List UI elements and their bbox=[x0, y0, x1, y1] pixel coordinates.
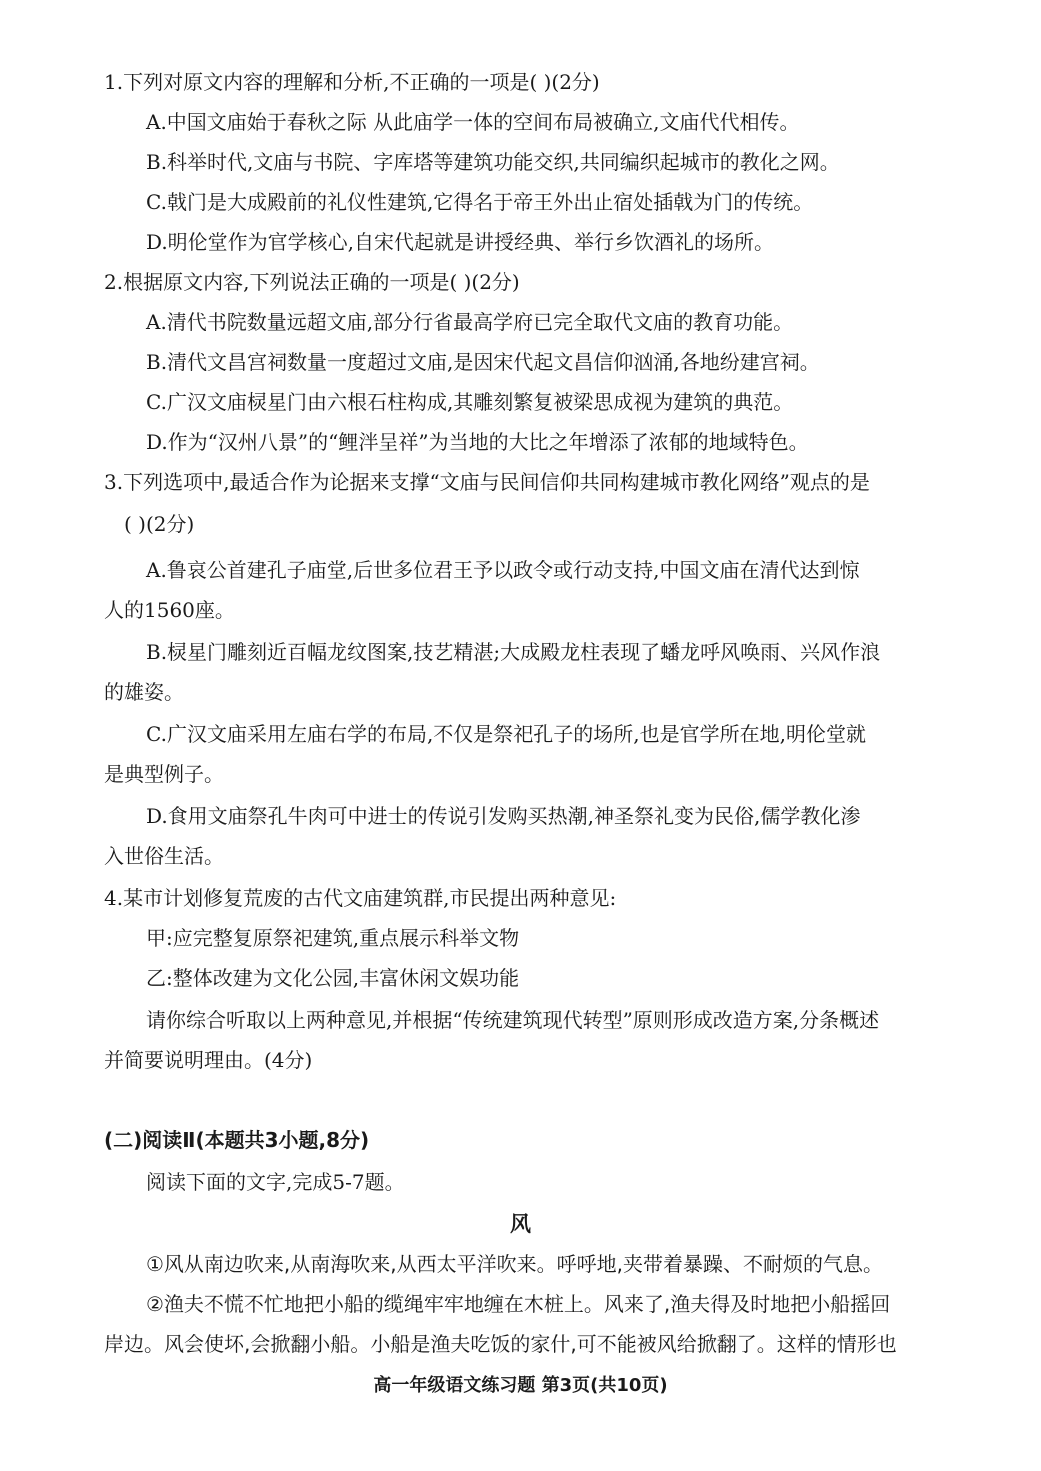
q3-option-c: C.广汉文庙采用左庙右学的布局,不仅是祭祀孔子的场所,也是官学所在地,明伦堂就 bbox=[146, 722, 867, 746]
q3-stem: 3.下列选项中,最适合作为论据来支撑“文庙与民间信仰共同构建城市教化网络”观点的是 bbox=[104, 470, 870, 494]
q4-prompt: 请你综合听取以上两种意见,并根据“传统建筑现代转型”原则形成改造方案,分条概述 bbox=[146, 1008, 880, 1032]
q3-option-a: A.鲁哀公首建孔子庙堂,后世多位君王予以政令或行动支持,中国文庙在清代达到惊 bbox=[146, 558, 860, 582]
q1-option-a: A.中国文庙始于春秋之际 从此庙学一体的空间布局被确立,文庙代代相传。 bbox=[146, 110, 800, 134]
q3-option-b: B.棂星门雕刻近百幅龙纹图案,技艺精湛;大成殿龙柱表现了蟠龙呼风唤雨、兴风作浪 bbox=[146, 640, 881, 664]
page-footer: 高一年级语文练习题 第3页(共10页) bbox=[373, 1375, 668, 1396]
q1-option-d: D.明伦堂作为官学核心,自宋代起就是讲授经典、举行乡饮酒礼的场所。 bbox=[146, 230, 775, 254]
section2-instruction: 阅读下面的文字,完成5-7题。 bbox=[146, 1170, 405, 1194]
q1-option-b: B.科举时代,文庙与书院、字库塔等建筑功能交织,共同编织起城市的教化之网。 bbox=[146, 150, 840, 174]
q3-stem-continued: ( )(2分) bbox=[124, 512, 195, 536]
section2-heading: (二)阅读Ⅱ(本题共3小题,8分) bbox=[104, 1128, 370, 1152]
q4-stem: 4.某市计划修复荒废的古代文庙建筑群,市民提出两种意见: bbox=[104, 886, 617, 910]
q3-option-d: D.食用文庙祭孔牛肉可中进士的传说引发购买热潮,神圣祭礼变为民俗,儒学教化渗 bbox=[146, 804, 861, 828]
q2-option-b: B.清代文昌宫祠数量一度超过文庙,是因宋代起文昌信仰汹涌,各地纷建宫祠。 bbox=[146, 350, 820, 374]
q3-option-d-continued: 入世俗生活。 bbox=[104, 844, 224, 868]
passage-paragraph-2-continued: 岸边。风会使坏,会掀翻小船。小船是渔夫吃饭的家什,可不能被风给掀翻了。这样的情形也 bbox=[104, 1332, 897, 1356]
q3-option-a-continued: 人的1560座。 bbox=[104, 598, 235, 622]
q2-option-d: D.作为“汉州八景”的“鲤泮呈祥”为当地的大比之年增添了浓郁的地域特色。 bbox=[146, 430, 809, 454]
passage-paragraph-1: ①风从南边吹来,从南海吹来,从西太平洋吹来。呼呼地,夹带着暴躁、不耐烦的气息。 bbox=[146, 1252, 884, 1276]
passage-title: 风 bbox=[510, 1212, 531, 1236]
q4-prompt-continued: 并简要说明理由。(4分) bbox=[104, 1048, 313, 1072]
q2-option-c: C.广汉文庙棂星门由六根石柱构成,其雕刻繁复被梁思成视为建筑的典范。 bbox=[146, 390, 794, 414]
q1-option-c: C.戟门是大成殿前的礼仪性建筑,它得名于帝王外出止宿处插戟为门的传统。 bbox=[146, 190, 814, 214]
passage-paragraph-2: ②渔夫不慌不忙地把小船的缆绳牢牢地缠在木桩上。风来了,渔夫得及时地把小船摇回 bbox=[146, 1292, 891, 1316]
q2-option-a: A.清代书院数量远超文庙,部分行省最高学府已完全取代文庙的教育功能。 bbox=[146, 310, 794, 334]
q3-option-b-continued: 的雄姿。 bbox=[104, 680, 184, 704]
q2-stem: 2.根据原文内容,下列说法正确的一项是( )(2分) bbox=[104, 270, 520, 294]
q4-opinion-yi: 乙:整体改建为文化公园,丰富休闲文娱功能 bbox=[146, 966, 520, 990]
q3-option-c-continued: 是典型例子。 bbox=[104, 762, 224, 786]
q4-opinion-jia: 甲:应完整复原祭祀建筑,重点展示科举文物 bbox=[146, 926, 520, 950]
q1-stem: 1.下列对原文内容的理解和分析,不正确的一项是( )(2分) bbox=[104, 70, 600, 94]
